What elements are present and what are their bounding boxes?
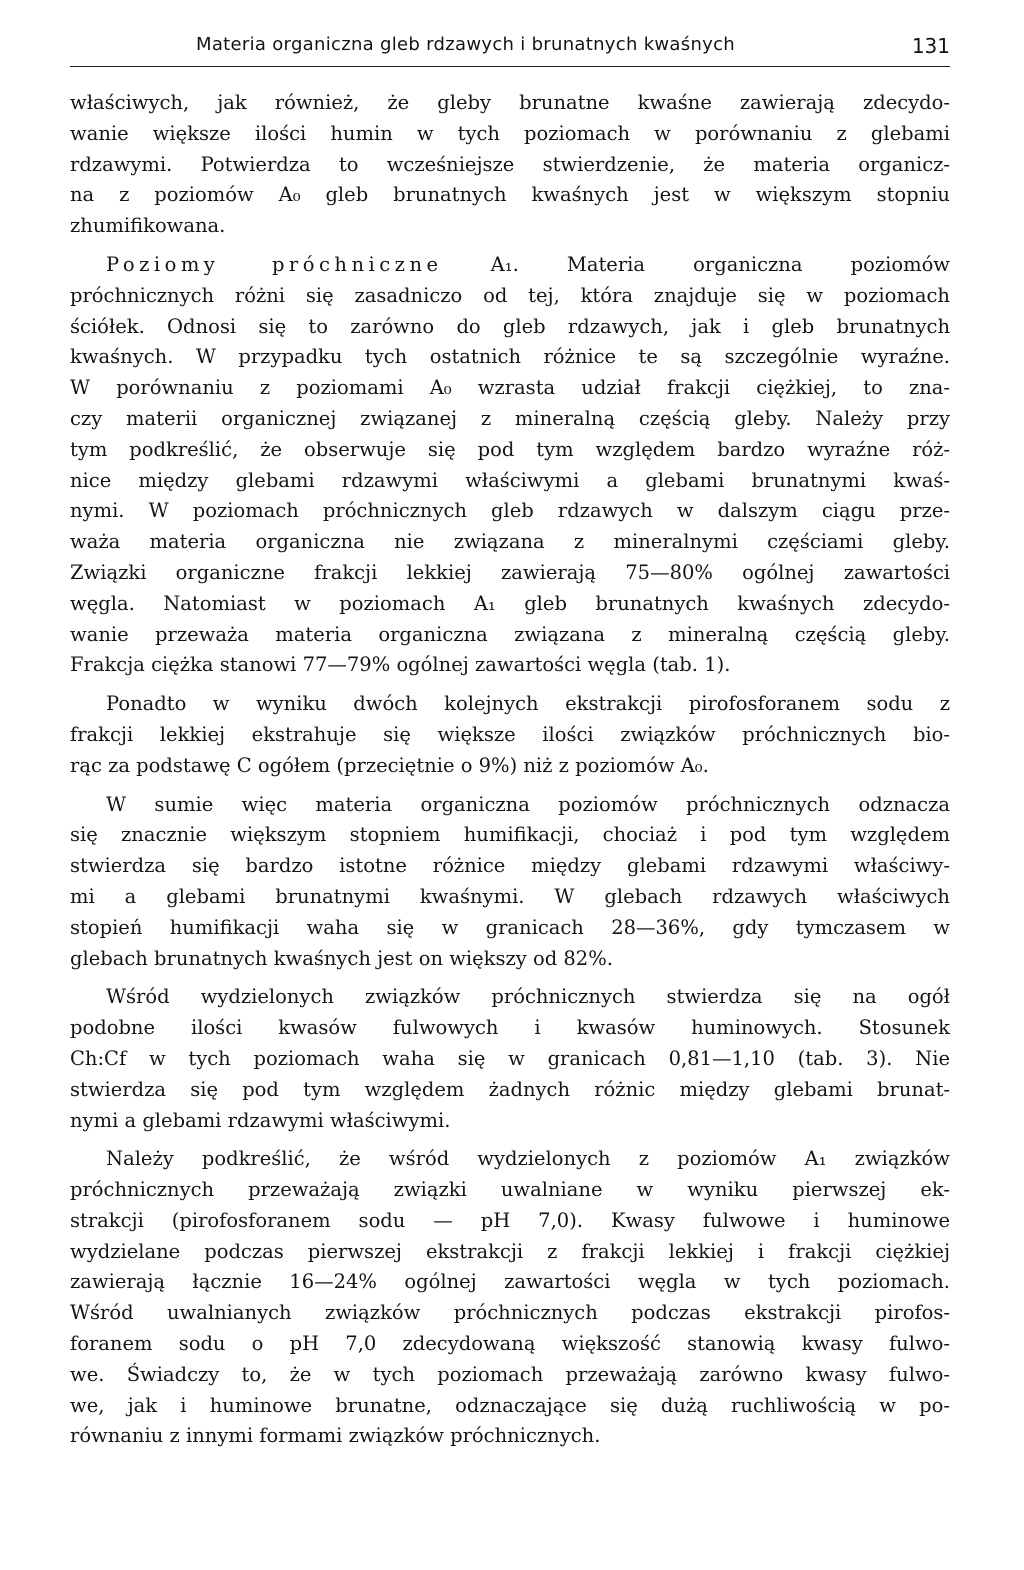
text-line: zhumifikowana. bbox=[70, 214, 226, 238]
paragraph bbox=[70, 982, 950, 1136]
text-line: stopień humifikacji waha się w granicach 28—36%, gdy tymczasem w bbox=[70, 915, 950, 939]
text-line: waża materia organiczna nie związana z mineralnymi częściami gleby. bbox=[70, 530, 950, 554]
text-line: W porównaniu z poziomami A₀ wzrasta udział frakcji ciężkiej, to zna- bbox=[70, 376, 950, 400]
text-line: próchnicznych przeważają związki uwalniane w wyniku pierwszej ek- bbox=[70, 1178, 950, 1202]
text-line: Ch:Cf w tych poziomach waha się w granicach 0,81—1,10 (tab. 3). Nie bbox=[70, 1046, 950, 1070]
text-line: strakcji (pirofosforanem sodu — pH 7,0). Kwasy fulwowe i huminowe bbox=[70, 1208, 950, 1232]
text-line: we. Świadczy to, że w tych poziomach przeważają zarówno kwasy fulwo- bbox=[70, 1362, 950, 1386]
text-line: Należy podkreślić, że wśród wydzielonych z poziomów A₁ związków bbox=[106, 1147, 950, 1171]
text-line: Związki organiczne frakcji lekkiej zawierają 75—80% ogólnej zawartości bbox=[70, 560, 950, 584]
text-line: równaniu z innymi formami związków próchnicznych. bbox=[70, 1424, 601, 1448]
text-line: kwaśnych. W przypadku tych ostatnich różnice te są szczególnie wyraźne. bbox=[70, 345, 950, 369]
running-header bbox=[70, 30, 950, 67]
text-line: wydzielane podczas pierwszej ekstrakcji z frakcji lekkiej i frakcji ciężkiej bbox=[70, 1239, 950, 1263]
paragraph bbox=[70, 88, 950, 242]
text-line: wanie przeważa materia organiczna związana z mineralną częścią gleby. bbox=[70, 622, 950, 646]
text-line: Frakcja ciężka stanowi 77—79% ogólnej zawartości węgla (tab. 1). bbox=[70, 653, 731, 677]
text-line: Ponadto w wyniku dwóch kolejnych ekstrakcji pirofosforanem sodu z bbox=[106, 692, 950, 716]
text-line: na z poziomów A₀ gleb brunatnych kwaśnych jest w większym stopniu bbox=[70, 183, 950, 207]
text-line: foranem sodu o pH 7,0 zdecydowaną większość stanowią kwasy fulwo- bbox=[70, 1332, 950, 1356]
page-number: 131 bbox=[911, 34, 950, 58]
page-body bbox=[70, 88, 950, 1452]
paragraph bbox=[70, 1144, 950, 1452]
text-line: mi a glebami brunatnymi kwaśnymi. W glebach rdzawych właściwych bbox=[70, 884, 950, 908]
text-line: podobne ilości kwasów fulwowych i kwasów huminowych. Stosunek bbox=[70, 1016, 950, 1040]
text-line: stwierdza się pod tym względem żadnych różnic między glebami brunat- bbox=[70, 1077, 950, 1101]
text-line: ściółek. Odnosi się to zarówno do gleb rdzawych, jak i gleb brunatnych bbox=[70, 314, 950, 338]
text-line: zawierają łącznie 16—24% ogólnej zawartości węgla w tych poziomach. bbox=[70, 1270, 950, 1294]
text-line: rdzawymi. Potwierdza to wcześniejsze stwierdzenie, że materia organicz- bbox=[70, 152, 950, 176]
text-line: frakcji lekkiej ekstrahuje się większe ilości związków próchnicznych bio- bbox=[70, 722, 950, 746]
running-title: Materia organiczna gleb rdzawych i brunatnych kwaśnych bbox=[196, 34, 736, 55]
text-line: Wśród uwalnianych związków próchnicznych podczas ekstrakcji pirofos- bbox=[70, 1301, 950, 1325]
text-line: czy materii organicznej związanej z mineralną częścią gleby. Należy przy bbox=[70, 406, 950, 430]
text-line: nymi a glebami rdzawymi właściwymi. bbox=[70, 1108, 451, 1132]
text-line-with-heading: Poziomy próchniczne A₁. Materia organiczna poziomów bbox=[106, 252, 950, 276]
paragraph bbox=[70, 689, 950, 781]
text-line: we, jak i huminowe brunatne, odznaczające się dużą ruchliwością w po- bbox=[70, 1393, 950, 1417]
text-line: właściwych, jak również, że gleby brunatne kwaśne zawierają zdecydo- bbox=[70, 91, 950, 114]
text-line: wanie większe ilości humin w tych poziomach w porównaniu z glebami bbox=[70, 121, 950, 145]
paragraph-section-a1 bbox=[70, 250, 950, 681]
text-line: stwierdza się bardzo istotne różnice między glebami rdzawymi właściwy- bbox=[70, 854, 950, 878]
text-line: glebach brunatnych kwaśnych jest on większy od 82%. bbox=[70, 946, 613, 970]
text-line: węgla. Natomiast w poziomach A₁ gleb brunatnych kwaśnych zdecydo- bbox=[70, 591, 950, 615]
text-line: nice między glebami rdzawymi właściwymi a glebami brunatnymi kwaś- bbox=[70, 468, 950, 492]
text-line: W sumie więc materia organiczna poziomów próchnicznych odznacza bbox=[106, 792, 950, 816]
text-line: się znacznie większym stopniem humifikacji, chociaż i pod tym względem bbox=[70, 823, 950, 847]
paragraph bbox=[70, 790, 950, 975]
text-line: próchnicznych różni się zasadniczo od tej, która znajduje się w poziomach bbox=[70, 283, 950, 307]
section-heading: Poziomy próchniczne bbox=[106, 252, 443, 276]
text-line: Wśród wydzielonych związków próchnicznych stwierdza się na ogół bbox=[106, 985, 950, 1009]
text-line: rąc za podstawę C ogółem (przeciętnie o 9%) niż z poziomów A₀. bbox=[70, 753, 709, 777]
text-line: nymi. W poziomach próchnicznych gleb rdzawych w dalszym ciągu prze- bbox=[70, 499, 950, 523]
text-line: tym podkreślić, że obserwuje się pod tym względem bardzo wyraźne róż- bbox=[70, 437, 950, 461]
